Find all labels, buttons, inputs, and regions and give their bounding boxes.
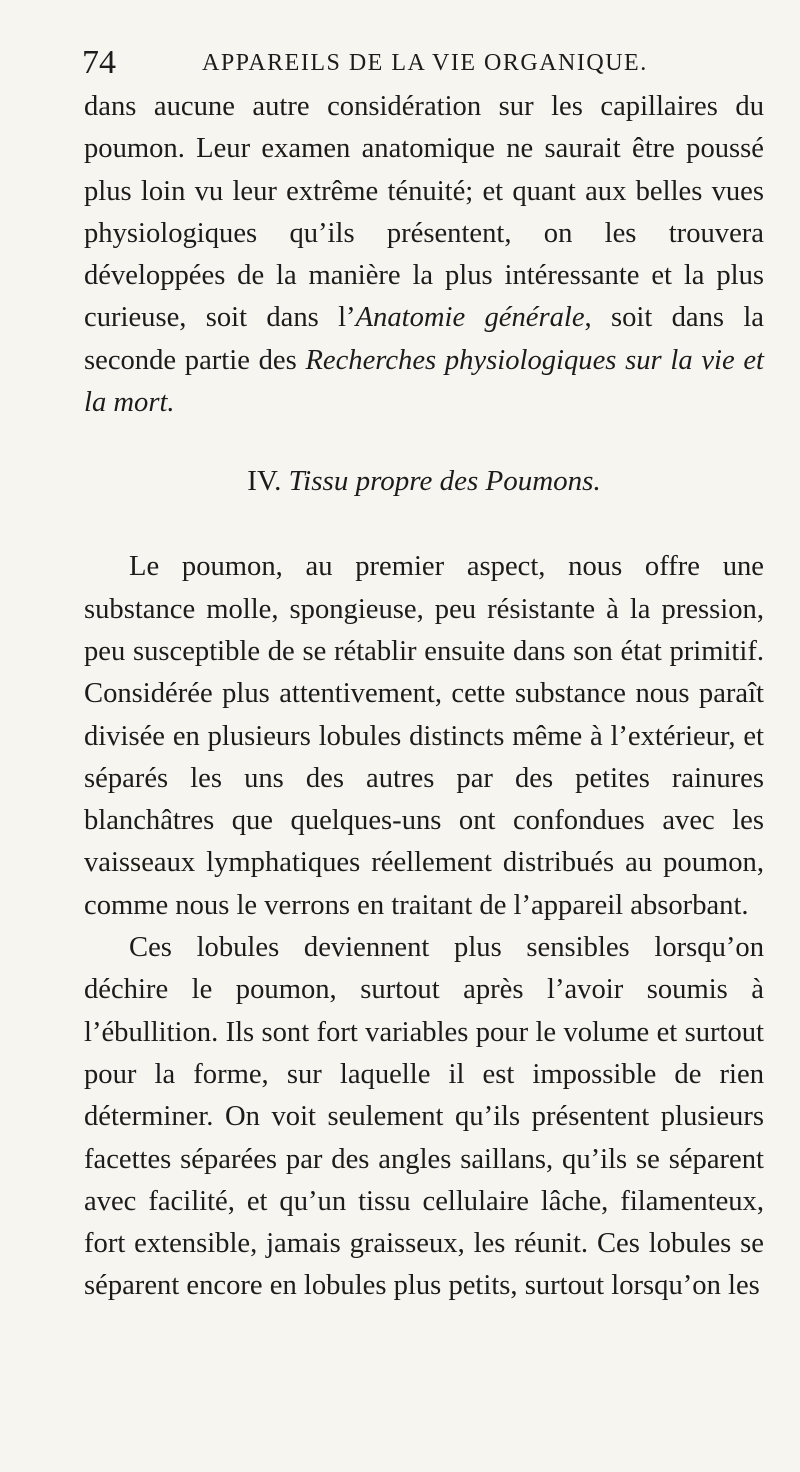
running-title: APPAREILS DE LA VIE ORGANIQUE. bbox=[202, 50, 648, 76]
page-number: 74 bbox=[82, 44, 116, 81]
section-title: Tissu propre des Poumons. bbox=[288, 465, 601, 498]
running-header bbox=[84, 40, 764, 86]
paragraph-continued bbox=[84, 86, 764, 424]
section-heading bbox=[84, 460, 764, 502]
italic-title-recherches: Recherches physiologiques sur la vie et la mort. bbox=[84, 344, 764, 419]
paragraph-text-segment: dans aucune autre considération sur les capillaires du poumon. Leur examen anatomique ne saurait être poussé plus loin vu leur extrême ténuité; et quant aux belles vues physiologiques qu’ils présentent, on les trouvera développées de la manière la plus intéressante et la plus curieuse, soit dans l’ bbox=[84, 91, 764, 334]
italic-title-anatomie: Anatomie générale bbox=[355, 302, 585, 334]
paragraph: Ces lobules deviennent plus sensibles lorsqu’on déchire le poumon, surtout après l’avoir soumis à l’ébullition. Ils sont fort variables pour le volume et surtout pour la forme, sur laquelle il est impossible de rien déterminer. On voit seulement qu’ils présentent plusieurs facettes séparées par des angles saillans, qu’ils se séparent avec facilité, et qu’un tissu cellulaire lâche, filamenteux, fort extensible, jamais graisseux, les réunit. Ces lobules se séparent encore en lobules plus petits, surtout lorsqu’on les bbox=[84, 932, 764, 1302]
body-text bbox=[84, 86, 764, 1308]
paragraph: Le poumon, au premier aspect, nous offre une substance molle, spongieuse, peu résistante à la pression, peu susceptible de se rétablir ensuite dans son état primitif. Considérée plus attentivement, cette substance nous paraît divisée en plusieurs lobules distincts même à l’extérieur, et séparés les uns des autres par des petites rainures blanchâtres que quelques-uns ont confondues avec les vaisseaux lymphatiques réellement distribués au poumon, comme nous le verrons en traitant de l’appareil absorbant. bbox=[84, 551, 764, 921]
section-number: IV. bbox=[247, 465, 282, 498]
paragraph-text-segment: , soit dans la seconde partie des bbox=[84, 302, 764, 376]
